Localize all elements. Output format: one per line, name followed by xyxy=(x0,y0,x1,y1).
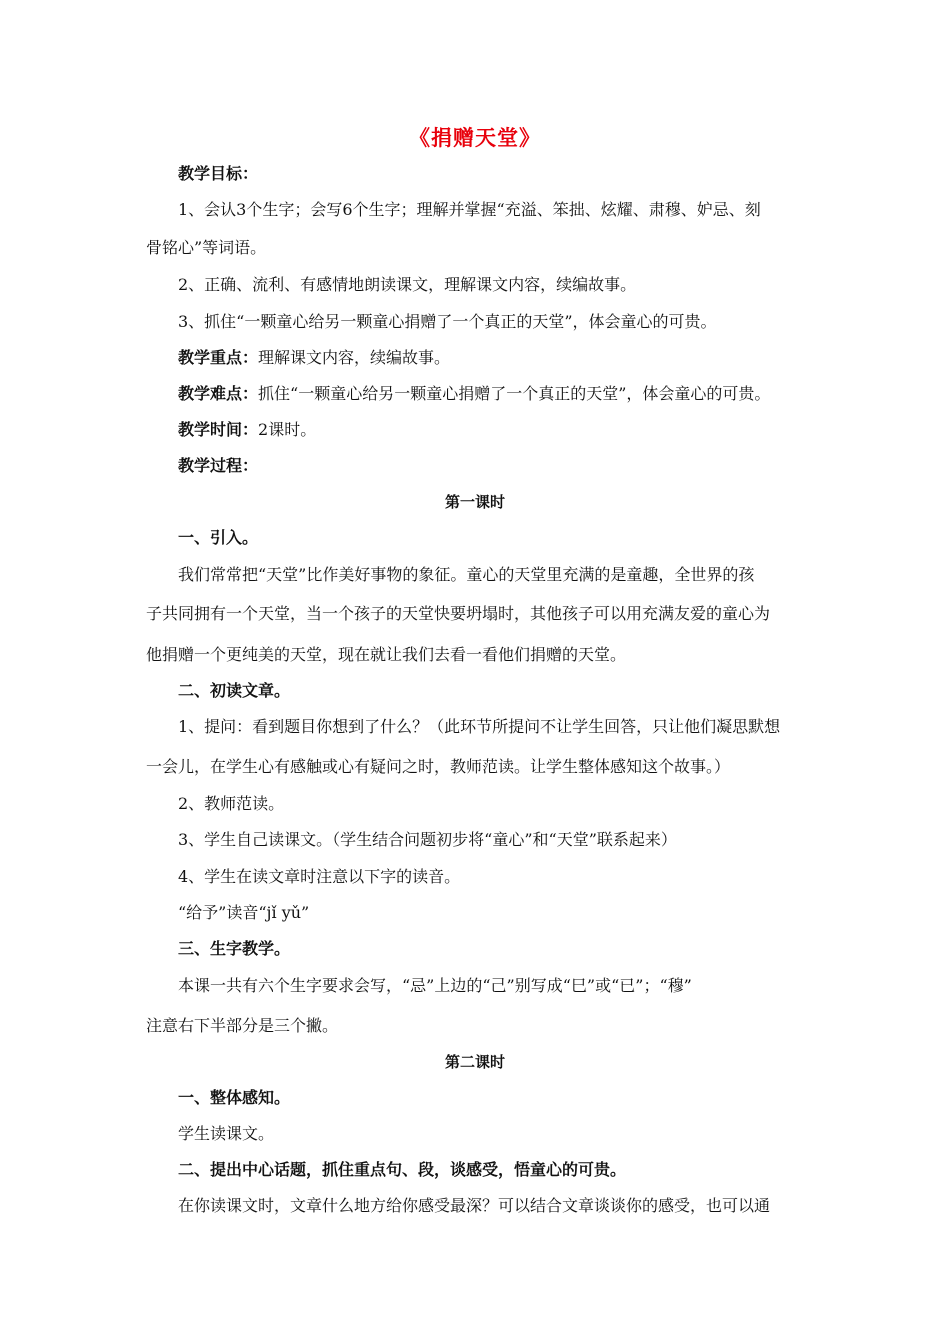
objective-3: 3、抓住“一颗童心给另一颗童心捐赠了一个真正的天堂”，体会童心的可贵。 xyxy=(178,312,717,331)
lesson-1-section-3-heading: 三、生字教学。 xyxy=(178,939,291,958)
teaching-time xyxy=(178,419,316,441)
lesson-2-heading: 第二课时 xyxy=(444,1053,505,1071)
lesson-2-section-2-text: 在你读课文时，文章什么地方给你感受最深？可以结合文章谈谈你的感受，也可以通 xyxy=(178,1196,771,1215)
lesson-2-section-1-heading: 一、整体感知。 xyxy=(178,1088,291,1107)
read-step-1-line-2: 一会儿，在学生心有感触或心有疑问之时，教师范读。让学生整体感知这个故事。） xyxy=(146,757,731,776)
teaching-difficulty-text: 抓住“一颗童心给另一颗童心捐赠了一个真正的天堂”，体会童心的可贵。 xyxy=(258,384,771,403)
teaching-difficulty xyxy=(178,383,770,405)
read-step-3: 3、学生自己读课文。（学生结合问题初步将“童心”和“天堂”联系起来） xyxy=(178,830,677,849)
objective-1-line-2: 骨铭心”等词语。 xyxy=(146,238,267,257)
intro-line-1: 我们常常把“天堂”比作美好事物的象征。童心的天堂里充满的是童趣，全世界的孩 xyxy=(178,565,755,584)
document-title: 《捐赠天堂》 xyxy=(409,125,541,150)
intro-line-2: 子共同拥有一个天堂，当一个孩子的天堂快要坍塌时，其他孩子可以用充满友爱的童心为 xyxy=(146,604,771,623)
read-step-1-line-1: 1、提问：看到题目你想到了什么？（此环节所提问不让学生回答，只让他们凝思默想 xyxy=(178,717,781,736)
objective-1-line-1: 1、会认3个生字；会写6个生字；理解并掌握“充溢、笨拙、炫耀、肃穆、妒忌、刻 xyxy=(178,200,761,219)
read-step-2: 2、教师范读。 xyxy=(178,794,285,813)
objectives-heading: 教学目标： xyxy=(178,164,259,183)
lesson-2-section-2-heading: 二、提出中心话题，抓住重点句、段，谈感受，悟童心的可贵。 xyxy=(178,1160,627,1179)
lesson-1-section-2-heading: 二、初读文章。 xyxy=(178,681,291,700)
teaching-time-text: 2课时。 xyxy=(258,420,317,439)
intro-line-3: 他捐赠一个更纯美的天堂，现在就让我们去看一看他们捐赠的天堂。 xyxy=(146,645,627,664)
characters-line-1: 本课一共有六个生字要求会写，“忌”上边的“己”别写成“巳”或“已”；“穆” xyxy=(178,976,692,995)
teaching-difficulty-label: 教学难点： xyxy=(178,384,259,403)
teaching-focus xyxy=(178,347,450,369)
pronunciation-note: “给予”读音“jǐ yǔ” xyxy=(178,903,310,922)
lesson-1-section-1-heading: 一、引入。 xyxy=(178,528,259,547)
teaching-focus-label: 教学重点： xyxy=(178,348,259,367)
lesson-1-heading: 第一课时 xyxy=(444,493,505,511)
process-heading: 教学过程： xyxy=(178,456,259,475)
objective-2: 2、正确、流利、有感情地朗读课文，理解课文内容，续编故事。 xyxy=(178,275,637,294)
lesson-2-section-1-text: 学生读课文。 xyxy=(178,1124,275,1143)
teaching-time-label: 教学时间： xyxy=(178,420,259,439)
teaching-focus-text: 理解课文内容，续编故事。 xyxy=(258,348,451,367)
characters-line-2: 注意右下半部分是三个撇。 xyxy=(146,1016,339,1035)
read-step-4: 4、学生在读文章时注意以下字的读音。 xyxy=(178,867,461,886)
